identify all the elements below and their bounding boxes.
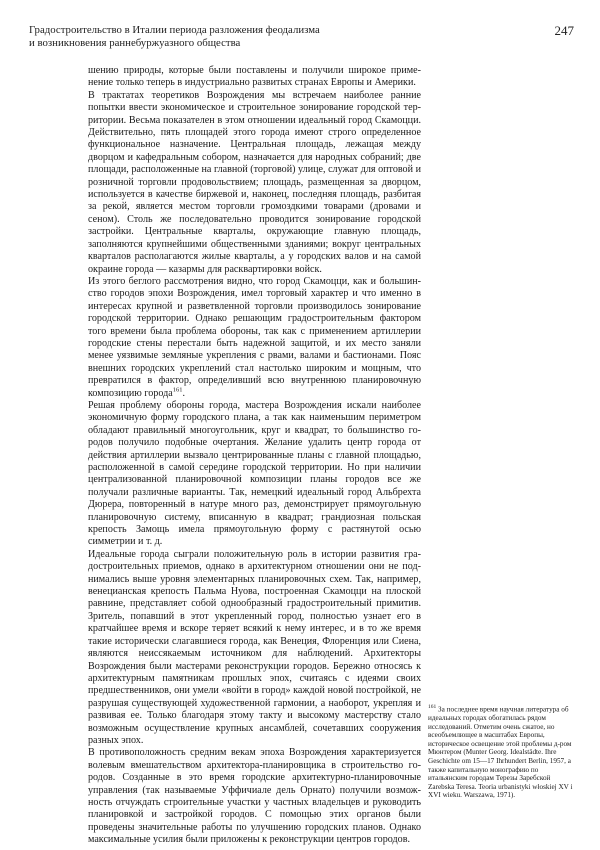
footnote-marker: 161 <box>428 704 437 710</box>
main-text <box>88 65 421 847</box>
footnote <box>428 703 578 800</box>
page-number: 247 <box>554 23 574 38</box>
footnote-text: За последнее время научная литература об идеальных городах обогатилась рядом исследований. Отметим очень сжатое, но всеобъемлющее в масштабах Европы, историческое освещение этой проблемы д-ром Мюнтером (Munter Georg. Idealstädte. Ihre Geschichte om 15—17 Ihrhundert Berlin, 1957, а также капитальную монографию по итальянским городам Терезы Заребской Zarebska Teresa. Teoria urbanistyki włoskiej XV i XVI wieku. Warszawa, 1971). <box>428 705 573 800</box>
paragraph: В противоположность средним векам эпоха Возрождения характеризуется волевым вмешательством архитектора-планировщика в строительство городов. Созданные в это время городские архитектурно-планировочные управления (так называемые Уффичиале дель Орнато) получили возможность отчуждать строительные участки у частных владельцев и руководить планировкой и застройкой городов. С помощью этих органов были проведены значительные работы по улучшению городских планов. Однако максимальные усилия были приложены к реконструкции центров городов. <box>88 747 421 846</box>
paragraph: шению природы, которые были поставлены и получили широкое применение только теперь в индустриально развитых странах Европы и Америки. <box>88 65 421 89</box>
running-head <box>29 24 509 50</box>
running-title-line2: и возникновения раннебуржуазного общества <box>29 37 241 49</box>
paragraph: Идеальные города сыграли положительную роль в истории развития градостроительных приемов, однако в архитектурном отношении они не поднимались выше уровня элементарных планировочных схем. Так, например, венецианская крепость Пальма Нуова, построенная Скамоцци на плоской равнине, представляет собой однообразный градостроительный примитив. Зритель, попавший в этот укрепленный город, полностью узнает его в кратчайшее время и вскоре теряет всякий к нему интерес, и в то же время такие исторически слагавшиеся города, как Венеция, Флоренция или Сиена, являются неиссякаемым источником для наблюдений. Архитекторы Возрождения были мастерами реконструкции городов. Бережно относясь к архитектурным памятникам прошлых эпох, считаясь с идеями своих предшественников, они умели «войти в город» каждой новой постройкой, не разрушая существующей художественной гармонии, а наоборот, укрепляя и развивая ее. Только благодаря этому такту и высокому мастерству стало возможным осуществление крупных ансамблей, сочетавших сооружения разных эпох. <box>88 548 421 746</box>
paragraph: Решая проблему обороны города, мастера Возрождения искали наиболее экономичную форму городского плана, а так как наименьшим периметром обладают правильный многоугольник, круг и квадрат, то большинство городов получило подобные очертания. Желание удалить центр города от действия артиллерии вызвало центрированные планы с главной площадью, расположенной в самой середине городской территории. Но при наличии централизованной планировочной композиции планы городов все же получали различные варианты. Так, немецкий идеальный город Альбрехта Дюрера, повторенный в натуре много раз, демонстрирует прямоугольную планировочную систему, вписанную в квадрат; грандиозная польская крепость Замощь имела прямоугольную форму с растянутой осью симметрии и т. д. <box>88 399 421 548</box>
paragraph: В трактатах теоретиков Возрождения мы встречаем наиболее ранние попытки ввести экономическое и строительное зонирование городской территории. Весьма показателен в этом отношении идеальный город Скамоцци. Действительно, пять площадей этого города имеют строго определенное функциональное назначение. Центральная площадь, лежащая между дворцом и кафедральным собором, назначается для народных собраний; две площади, расположенные на главной (торговой) улице, служат для оптовой и розничной торговли продовольствием; площадь, размещенная за дворцом, используется в качестве биржевой и, наконец, последняя площадь, разбитая за рекой, является местом торговли громоздкими товарами (дровами и сеном). Столь же последовательно проводится зонирование городской застройки. Центральные кварталы, окружающие главную площадь, заполняются крупнейшими общественными зданиями; вокруг центральных кварталов располагаются жилые кварталы, а у городских валов и на самой окраине города — казармы для расквартировки войск. <box>88 89 421 275</box>
paragraph: Из этого беглого рассмотрения видно, что город Скамоцци, как и большинство городов эпохи Возрождения, имел торговый характер и что именно в интересах крупной и разветвленной торговли производилось зонирование городской территории. Однако решающим градостроительным фактором того времени была проблема обороны, так как с применением артиллерии городские стены перестали быть надежной защитой, и их место заняли менее уязвимые земляные укрепления с рвами, валами и бастионами. Пояс внешних городских укреплений стал настолько широким и мощным, что превратился в фактор, определивший всю внутреннюю планировочную композицию города$^{161}$. <box>88 275 421 399</box>
paragraph-text: Из этого беглого рассмотрения видно, что город Скамоцци, как и большинство городов эпохи Возрождения, имел торговый характер и что именно в интересах крупной и разветвленной торговли производилось зонирование городской территории. Однако решающим градостроительным фактором того времени была проблема обороны, так как с применением артиллерии городские стены перестали быть надежной защитой, и их место заняли менее уязвимые земляные укрепления с рвами, валами и бастионами. Пояс внешних городских укреплений стал настолько широким и мощным, что превратился в фактор, определивший всю внутреннюю планировочную композицию города <box>88 275 421 399</box>
running-title-line1: Градостроительство в Италии периода разложения феодализма <box>29 24 320 36</box>
footnote-reference[interactable]: 161 <box>172 386 183 394</box>
